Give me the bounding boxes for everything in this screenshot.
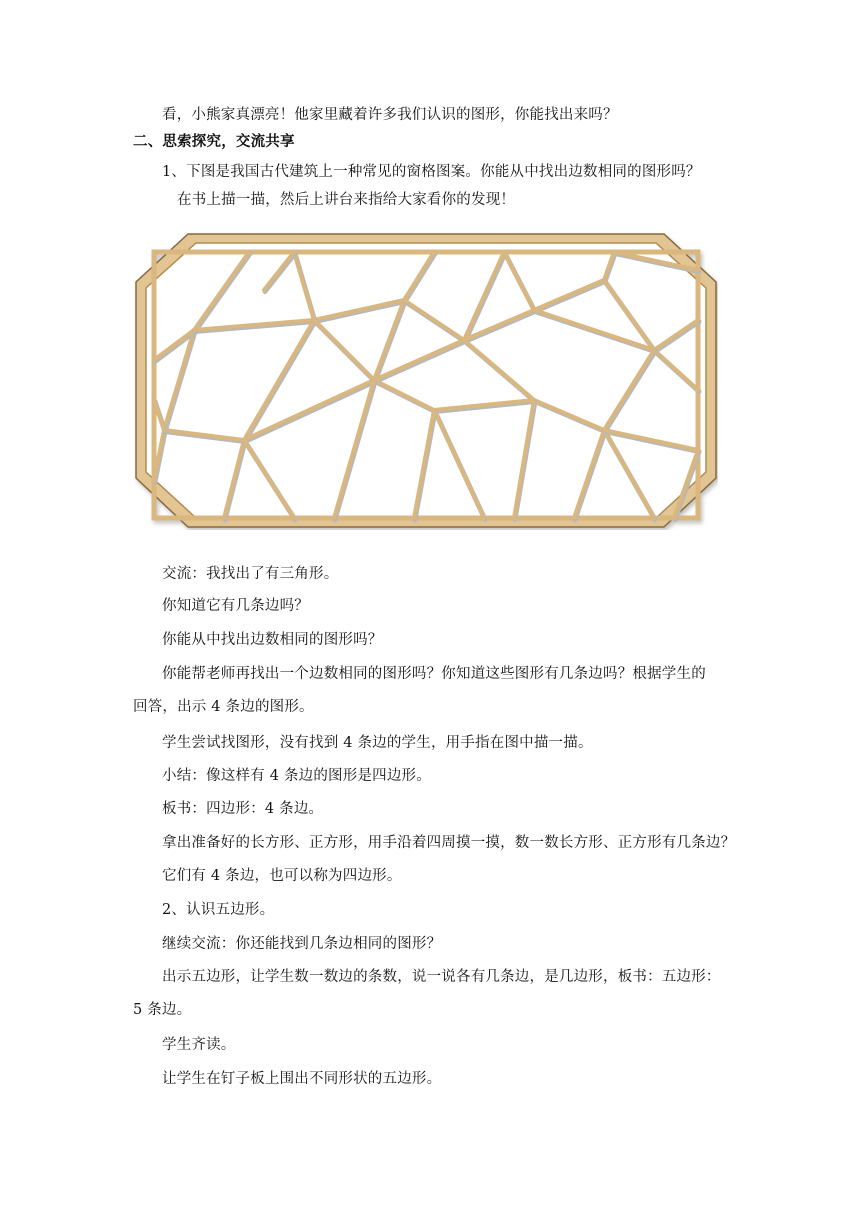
paragraph-nail-board: 让学生在钉子板上围出不同形状的五边形。 — [162, 1071, 442, 1087]
window-lattice-figure — [134, 230, 718, 530]
paragraph-help-teacher-1: 你能帮老师再找出一个边数相同的图形吗？你知道这些图形有几条边吗？根据学生的 — [162, 666, 706, 682]
section-heading: 二、思索探究，交流共享 — [133, 134, 295, 150]
paragraph-read-together: 学生齐读。 — [162, 1037, 236, 1053]
intro-line: 看，小熊家真漂亮！他家里藏着许多我们认识的图形，你能找出来吗？ — [162, 107, 618, 123]
paragraph-question-sides: 你知道它有几条边吗？ — [162, 598, 309, 614]
task1-line1: 1、下图是我国古代建筑上一种常见的窗格图案。你能从中找出边数相同的图形吗？ — [162, 164, 701, 180]
paragraph-board-1: 板书：四边形：4 条边。 — [162, 801, 324, 817]
task1-line2: 在书上描一描，然后上讲台来指给大家看你的发现！ — [177, 192, 516, 208]
paragraph-help-teacher-2: 回答，出示 4 条边的图形。 — [133, 699, 314, 715]
paragraph-rectangles: 拿出准备好的长方形、正方形，用手沿着四周摸一摸，数一数长方形、正方形有几条边？ — [162, 835, 736, 851]
paragraph-continue: 继续交流：你还能找到几条边相同的图形？ — [162, 936, 442, 952]
paragraph-students-try: 学生尝试找图形，没有找到 4 条边的学生，用手指在图中描一描。 — [162, 735, 593, 751]
paragraph-summary: 小结：像这样有 4 条边的图形是四边形。 — [162, 768, 431, 784]
paragraph-pentagon-heading: 2、认识五边形。 — [162, 902, 275, 918]
paragraph-exchange: 交流：我找出了有三角形。 — [162, 566, 339, 582]
paragraph-show-pentagon-1: 出示五边形，让学生数一数边的条数，说一说各有几条边，是几边形，板书：五边形： — [162, 969, 721, 985]
outer-frame — [136, 234, 716, 527]
paragraph-show-pentagon-2: 5 条边。 — [133, 1002, 192, 1018]
paragraph-question-same: 你能从中找出边数相同的图形吗？ — [162, 632, 383, 648]
paragraph-four-sides: 它们有 4 条边，也可以称为四边形。 — [162, 868, 402, 884]
